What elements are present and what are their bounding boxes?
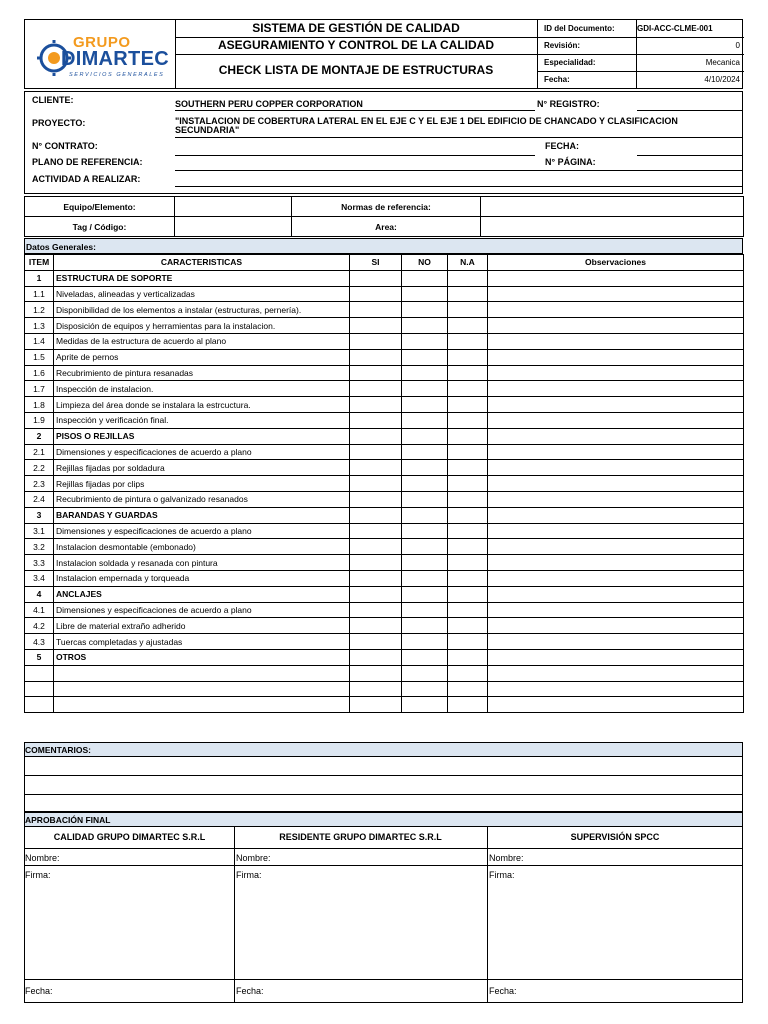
check-si[interactable] bbox=[350, 349, 402, 365]
check-na[interactable] bbox=[448, 381, 488, 397]
observaciones-field[interactable] bbox=[488, 476, 744, 492]
check-no[interactable] bbox=[402, 397, 448, 413]
firma-residente[interactable]: Firma: bbox=[236, 870, 262, 880]
check-na[interactable] bbox=[448, 270, 488, 286]
check-si[interactable] bbox=[350, 428, 402, 444]
row-characteristic: Rejillas fijadas por clips bbox=[54, 476, 350, 492]
check-no[interactable] bbox=[402, 365, 448, 381]
table-row bbox=[25, 476, 744, 492]
observaciones-field[interactable] bbox=[488, 428, 744, 444]
check-si[interactable] bbox=[350, 397, 402, 413]
table-row bbox=[25, 444, 744, 460]
observaciones-field[interactable] bbox=[488, 618, 744, 634]
equipo-field[interactable] bbox=[175, 197, 292, 217]
check-no[interactable] bbox=[402, 286, 448, 302]
row-item: 1.9 bbox=[25, 412, 54, 428]
check-si[interactable] bbox=[350, 286, 402, 302]
meta-especialidad-value: Mecanica bbox=[705, 58, 740, 67]
check-na[interactable] bbox=[448, 649, 488, 665]
row-characteristic: Dimensiones y especificaciones de acuerdo a plano bbox=[54, 444, 350, 460]
check-no[interactable] bbox=[402, 570, 448, 586]
header-no: NO bbox=[402, 255, 448, 271]
check-si[interactable] bbox=[350, 649, 402, 665]
check-no[interactable] bbox=[402, 318, 448, 334]
plano-label: PLANO DE REFERENCIA: bbox=[32, 157, 143, 167]
cliente-value[interactable]: SOUTHERN PERU COPPER CORPORATION bbox=[175, 99, 363, 109]
row-item: 2 bbox=[25, 428, 54, 444]
observaciones-field[interactable] bbox=[488, 586, 744, 602]
observaciones-field[interactable] bbox=[488, 444, 744, 460]
check-si[interactable] bbox=[350, 507, 402, 523]
row-item: 1.3 bbox=[25, 318, 54, 334]
check-na[interactable] bbox=[448, 444, 488, 460]
equipo-label: Equipo/Elemento: bbox=[25, 197, 175, 217]
row-characteristic: Inspección y verificación final. bbox=[54, 412, 350, 428]
area-field[interactable] bbox=[481, 217, 744, 237]
check-na[interactable] bbox=[448, 555, 488, 571]
plano-field[interactable] bbox=[175, 170, 743, 171]
check-no[interactable] bbox=[402, 555, 448, 571]
check-na[interactable] bbox=[448, 618, 488, 634]
section-row bbox=[25, 507, 744, 523]
row-item: 4.2 bbox=[25, 618, 54, 634]
check-no[interactable] bbox=[402, 539, 448, 555]
check-na[interactable] bbox=[448, 412, 488, 428]
nombre-residente[interactable]: Nombre: bbox=[236, 853, 271, 863]
table-row bbox=[25, 286, 744, 302]
check-si[interactable] bbox=[350, 491, 402, 507]
check-no[interactable] bbox=[402, 523, 448, 539]
row-item: 3.2 bbox=[25, 539, 54, 555]
row-characteristic: Instalacion empernada y torqueada bbox=[54, 570, 350, 586]
check-no[interactable] bbox=[402, 412, 448, 428]
aprob-col-supervision: SUPERVISIÓN SPCC bbox=[570, 832, 660, 842]
row-characteristic: Recubrimiento de pintura o galvanizado resanados bbox=[54, 491, 350, 507]
check-na[interactable] bbox=[448, 365, 488, 381]
logo-grupo-text: GRUPO bbox=[73, 34, 131, 51]
area-label: Area: bbox=[292, 217, 481, 237]
row-characteristic: PISOS O REJILLAS bbox=[54, 428, 350, 444]
check-si[interactable] bbox=[350, 681, 402, 697]
check-si[interactable] bbox=[350, 539, 402, 555]
check-na[interactable] bbox=[448, 634, 488, 650]
observaciones-field[interactable] bbox=[488, 286, 744, 302]
header-si: SI bbox=[350, 255, 402, 271]
check-na[interactable] bbox=[448, 286, 488, 302]
check-si[interactable] bbox=[350, 697, 402, 713]
check-no[interactable] bbox=[402, 349, 448, 365]
row-characteristic: Inspección de instalacion. bbox=[54, 381, 350, 397]
table-row bbox=[25, 697, 744, 713]
row-characteristic: Dimensiones y especificaciones de acuerdo a plano bbox=[54, 602, 350, 618]
table-row bbox=[25, 618, 744, 634]
section-row bbox=[25, 586, 744, 602]
row-characteristic: Niveladas, alineadas y verticalizadas bbox=[54, 286, 350, 302]
check-si[interactable] bbox=[350, 602, 402, 618]
firma-supervision[interactable]: Firma: bbox=[489, 870, 515, 880]
observaciones-field[interactable] bbox=[488, 412, 744, 428]
normas-field[interactable] bbox=[481, 197, 744, 217]
comentarios-heading: COMENTARIOS: bbox=[24, 742, 743, 757]
check-si[interactable] bbox=[350, 365, 402, 381]
check-na[interactable] bbox=[448, 586, 488, 602]
row-item: 4.1 bbox=[25, 602, 54, 618]
header-caracteristicas: CARACTERISTICAS bbox=[54, 255, 350, 271]
row-item: 4.3 bbox=[25, 634, 54, 650]
row-item: 3.4 bbox=[25, 570, 54, 586]
meta-revision-value: 0 bbox=[735, 41, 740, 50]
check-na[interactable] bbox=[448, 665, 488, 681]
check-na[interactable] bbox=[448, 318, 488, 334]
table-row bbox=[25, 318, 744, 334]
normas-label: Normas de referencia: bbox=[292, 197, 481, 217]
row-characteristic: BARANDAS Y GUARDAS bbox=[54, 507, 350, 523]
check-no[interactable] bbox=[402, 270, 448, 286]
check-no[interactable] bbox=[402, 697, 448, 713]
row-characteristic: Libre de material extraño adherido bbox=[54, 618, 350, 634]
equipo-table bbox=[24, 196, 744, 237]
check-no[interactable] bbox=[402, 444, 448, 460]
check-si[interactable] bbox=[350, 412, 402, 428]
check-si[interactable] bbox=[350, 270, 402, 286]
check-no[interactable] bbox=[402, 634, 448, 650]
check-si[interactable] bbox=[350, 665, 402, 681]
meta-fecha-value: 4/10/2024 bbox=[704, 75, 740, 84]
table-row bbox=[25, 634, 744, 650]
tag-field[interactable] bbox=[175, 217, 292, 237]
cliente-label: CLIENTE: bbox=[32, 95, 74, 105]
row-characteristic: Aprite de pernos bbox=[54, 349, 350, 365]
proyecto-value[interactable]: "INSTALACION DE COBERTURA LATERAL EN EL EJE C Y EL EJE 1 DEL EDIFICIO DE CHANCADO Y CLASIFICACION SECUNDARIA" bbox=[175, 116, 678, 135]
row-item bbox=[25, 681, 54, 697]
actividad-label: ACTIVIDAD A REALIZAR: bbox=[32, 174, 141, 184]
fecha-field[interactable] bbox=[637, 155, 743, 156]
row-item: 3.1 bbox=[25, 523, 54, 539]
check-si[interactable] bbox=[350, 618, 402, 634]
row-characteristic: Dimensiones y especificaciones de acuerdo a plano bbox=[54, 523, 350, 539]
meta-especialidad-label: Especialidad: bbox=[544, 58, 596, 67]
table-row bbox=[25, 681, 744, 697]
table-row bbox=[25, 333, 744, 349]
observaciones-field[interactable] bbox=[488, 523, 744, 539]
registro-label: N° REGISTRO: bbox=[537, 99, 600, 109]
check-no[interactable] bbox=[402, 681, 448, 697]
row-characteristic: Limpieza del área donde se instalara la estrcuctura. bbox=[54, 397, 350, 413]
proyecto-label: PROYECTO: bbox=[32, 118, 86, 128]
check-no[interactable] bbox=[402, 302, 448, 318]
check-na[interactable] bbox=[448, 476, 488, 492]
row-characteristic: Instalacion desmontable (embonado) bbox=[54, 539, 350, 555]
row-item: 1.5 bbox=[25, 349, 54, 365]
check-no[interactable] bbox=[402, 649, 448, 665]
observaciones-field[interactable] bbox=[488, 665, 744, 681]
row-item: 2.3 bbox=[25, 476, 54, 492]
logo-tagline: SERVICIOS GENERALES bbox=[69, 72, 165, 78]
check-si[interactable] bbox=[350, 523, 402, 539]
row-characteristic: Medidas de la estructura de acuerdo al plano bbox=[54, 333, 350, 349]
check-si[interactable] bbox=[350, 460, 402, 476]
check-na[interactable] bbox=[448, 507, 488, 523]
section-row bbox=[25, 428, 744, 444]
checklist-table bbox=[24, 254, 744, 713]
check-na[interactable] bbox=[448, 397, 488, 413]
check-no[interactable] bbox=[402, 428, 448, 444]
table-row bbox=[25, 397, 744, 413]
row-characteristic: Instalacion soldada y resanada con pintura bbox=[54, 555, 350, 571]
table-row bbox=[25, 539, 744, 555]
actividad-field[interactable] bbox=[175, 186, 743, 187]
row-item: 1.1 bbox=[25, 286, 54, 302]
document-header bbox=[24, 19, 743, 89]
aprob-col-calidad: CALIDAD GRUPO DIMARTEC S.R.L bbox=[53, 832, 206, 842]
check-no[interactable] bbox=[402, 333, 448, 349]
title-checklist: CHECK LISTA DE MONTAJE DE ESTRUCTURAS bbox=[218, 63, 494, 77]
header-item: ITEM bbox=[25, 255, 54, 271]
tag-label: Tag / Código: bbox=[25, 217, 175, 237]
table-row bbox=[25, 555, 744, 571]
meta-id-label: ID del Documento: bbox=[544, 24, 615, 33]
title-aseguramiento: ASEGURAMIENTO Y CONTROL DE LA CALIDAD bbox=[217, 38, 495, 52]
table-row bbox=[25, 602, 744, 618]
row-item bbox=[25, 665, 54, 681]
check-si[interactable] bbox=[350, 444, 402, 460]
observaciones-field[interactable] bbox=[488, 697, 744, 713]
table-row bbox=[25, 491, 744, 507]
check-si[interactable] bbox=[350, 318, 402, 334]
nombre-supervision[interactable]: Nombre: bbox=[489, 853, 524, 863]
observaciones-field[interactable] bbox=[488, 349, 744, 365]
observaciones-field[interactable] bbox=[488, 302, 744, 318]
fecha-label: FECHA: bbox=[545, 141, 579, 151]
check-no[interactable] bbox=[402, 381, 448, 397]
row-item: 1.7 bbox=[25, 381, 54, 397]
row-characteristic: Disposición de equipos y herramientas para la instalacion. bbox=[54, 318, 350, 334]
aprobacion-heading: APROBACIÓN FINAL bbox=[24, 812, 743, 827]
observaciones-field[interactable] bbox=[488, 570, 744, 586]
row-item: 1.4 bbox=[25, 333, 54, 349]
fecha-supervision[interactable]: Fecha: bbox=[489, 986, 517, 996]
check-na[interactable] bbox=[448, 333, 488, 349]
comentarios-area[interactable] bbox=[24, 757, 743, 812]
row-item: 2.2 bbox=[25, 460, 54, 476]
check-no[interactable] bbox=[402, 491, 448, 507]
observaciones-field[interactable] bbox=[488, 634, 744, 650]
row-characteristic: ESTRUCTURA DE SOPORTE bbox=[54, 270, 350, 286]
row-item: 1.6 bbox=[25, 365, 54, 381]
observaciones-field[interactable] bbox=[488, 460, 744, 476]
row-item: 1.8 bbox=[25, 397, 54, 413]
meta-fecha-label: Fecha: bbox=[544, 75, 570, 84]
observaciones-field[interactable] bbox=[488, 602, 744, 618]
info-block bbox=[24, 91, 743, 194]
meta-revision-label: Revisión: bbox=[544, 41, 581, 50]
row-characteristic bbox=[54, 665, 350, 681]
row-characteristic: Tuercas completadas y ajustadas bbox=[54, 634, 350, 650]
check-no[interactable] bbox=[402, 586, 448, 602]
check-na[interactable] bbox=[448, 302, 488, 318]
check-si[interactable] bbox=[350, 381, 402, 397]
row-characteristic: Recubrimiento de pintura resanadas bbox=[54, 365, 350, 381]
row-item: 1 bbox=[25, 270, 54, 286]
check-si[interactable] bbox=[350, 555, 402, 571]
check-na[interactable] bbox=[448, 491, 488, 507]
table-row bbox=[25, 665, 744, 681]
pagina-label: N° PÁGINA: bbox=[545, 157, 596, 167]
observaciones-field[interactable] bbox=[488, 507, 744, 523]
observaciones-field[interactable] bbox=[488, 318, 744, 334]
observaciones-field[interactable] bbox=[488, 365, 744, 381]
check-si[interactable] bbox=[350, 570, 402, 586]
fecha-calidad[interactable]: Fecha: bbox=[25, 986, 53, 996]
header-observaciones: Observaciones bbox=[488, 255, 744, 271]
table-row bbox=[25, 302, 744, 318]
check-no[interactable] bbox=[402, 460, 448, 476]
check-no[interactable] bbox=[402, 618, 448, 634]
aprob-col-residente: RESIDENTE GRUPO DIMARTEC S.R.L bbox=[279, 832, 442, 842]
registro-field[interactable] bbox=[637, 110, 743, 111]
row-characteristic: ANCLAJES bbox=[54, 586, 350, 602]
row-item: 2.4 bbox=[25, 491, 54, 507]
observaciones-field[interactable] bbox=[488, 539, 744, 555]
table-row bbox=[25, 523, 744, 539]
check-na[interactable] bbox=[448, 349, 488, 365]
check-si[interactable] bbox=[350, 634, 402, 650]
section-row bbox=[25, 649, 744, 665]
table-row bbox=[25, 381, 744, 397]
row-characteristic: OTROS bbox=[54, 649, 350, 665]
row-characteristic: Disponibilidad de los elementos a instalar (estructuras, pernería). bbox=[54, 302, 350, 318]
fecha-residente[interactable]: Fecha: bbox=[236, 986, 264, 996]
row-characteristic bbox=[54, 681, 350, 697]
check-no[interactable] bbox=[402, 665, 448, 681]
check-na[interactable] bbox=[448, 523, 488, 539]
check-si[interactable] bbox=[350, 302, 402, 318]
check-no[interactable] bbox=[402, 476, 448, 492]
check-na[interactable] bbox=[448, 539, 488, 555]
observaciones-field[interactable] bbox=[488, 681, 744, 697]
check-no[interactable] bbox=[402, 602, 448, 618]
row-characteristic: Rejillas fijadas por soldadura bbox=[54, 460, 350, 476]
table-row bbox=[25, 349, 744, 365]
table-row bbox=[25, 365, 744, 381]
row-item: 5 bbox=[25, 649, 54, 665]
row-item bbox=[25, 697, 54, 713]
check-si[interactable] bbox=[350, 476, 402, 492]
section-row bbox=[25, 270, 744, 286]
check-na[interactable] bbox=[448, 602, 488, 618]
nombre-calidad[interactable]: Nombre: bbox=[25, 853, 60, 863]
observaciones-field[interactable] bbox=[488, 491, 744, 507]
observaciones-field[interactable] bbox=[488, 270, 744, 286]
check-na[interactable] bbox=[448, 428, 488, 444]
observaciones-field[interactable] bbox=[488, 333, 744, 349]
check-na[interactable] bbox=[448, 681, 488, 697]
observaciones-field[interactable] bbox=[488, 555, 744, 571]
row-item: 4 bbox=[25, 586, 54, 602]
check-na[interactable] bbox=[448, 570, 488, 586]
table-row bbox=[25, 570, 744, 586]
firma-calidad[interactable]: Firma: bbox=[25, 870, 51, 880]
header-na: N.A bbox=[448, 255, 488, 271]
aprobacion-block bbox=[24, 827, 743, 1003]
meta-id-value: GDI-ACC-CLME-001 bbox=[637, 24, 713, 33]
observaciones-field[interactable] bbox=[488, 381, 744, 397]
table-row bbox=[25, 460, 744, 476]
check-si[interactable] bbox=[350, 333, 402, 349]
check-no[interactable] bbox=[402, 507, 448, 523]
row-characteristic bbox=[54, 697, 350, 713]
row-item: 2.1 bbox=[25, 444, 54, 460]
observaciones-field[interactable] bbox=[488, 397, 744, 413]
check-na[interactable] bbox=[448, 697, 488, 713]
row-item: 1.2 bbox=[25, 302, 54, 318]
logo-name-text: DIMARTEC bbox=[61, 48, 169, 70]
row-item: 3.3 bbox=[25, 555, 54, 571]
check-si[interactable] bbox=[350, 586, 402, 602]
contrato-label: N° CONTRATO: bbox=[32, 141, 98, 151]
datos-generales-heading: Datos Generales: bbox=[24, 238, 743, 254]
observaciones-field[interactable] bbox=[488, 649, 744, 665]
row-item: 3 bbox=[25, 507, 54, 523]
company-logo bbox=[35, 32, 175, 80]
contrato-field[interactable] bbox=[175, 155, 535, 156]
check-na[interactable] bbox=[448, 460, 488, 476]
table-row bbox=[25, 412, 744, 428]
title-sistema: SISTEMA DE GESTIÓN DE CALIDAD bbox=[252, 21, 460, 35]
